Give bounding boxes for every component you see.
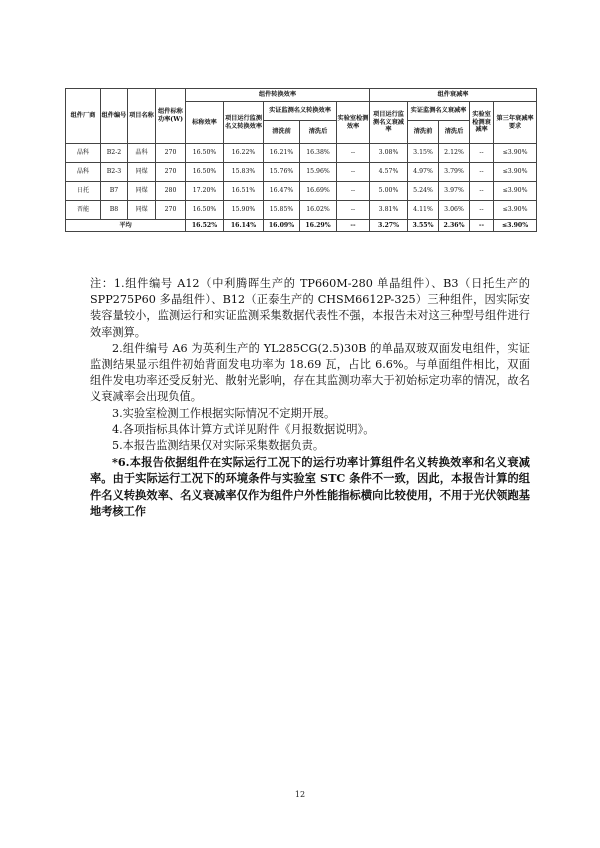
cell-lab-decay: -- <box>470 182 494 201</box>
header-field-eff: 实证监测名义转换效率 <box>264 102 337 121</box>
cell-decay-before: 4.97% <box>408 163 439 182</box>
cell-proj-decay: 3.08% <box>370 144 408 163</box>
cell-field-after: 15.96% <box>300 163 337 182</box>
header-lab-decay: 实验室检测衰减率 <box>470 102 494 144</box>
cell-proj-eff: 15.83% <box>224 163 264 182</box>
cell-proj-decay: 3.81% <box>370 201 408 220</box>
cell-project: 同煤 <box>128 163 156 182</box>
header-lab-eff: 实验室检测效率 <box>337 102 370 144</box>
module-efficiency-table <box>65 88 537 232</box>
cell-field-before: 16.21% <box>264 144 300 163</box>
cell-field-after: 16.38% <box>300 144 337 163</box>
header-project-decay: 项目运行监测名义衰减率 <box>370 102 408 144</box>
header-after-clean: 清洗后 <box>300 121 337 144</box>
cell-id: B2-3 <box>101 163 128 182</box>
cell-lab-decay: -- <box>470 144 494 163</box>
cell-rated: 270 <box>156 201 186 220</box>
cell-project: 同煤 <box>128 201 156 220</box>
note-1: 注：1.组件编号 A12（中利腾晖生产的 TP660M-280 单晶组件）、B3（日托生产的 SPP275P60 多晶组件）、B12（正泰生产的 CHSM6612P-325）三种组件，因实际安装容量较小，监测运行和实证监测采集数据代表性不强，本报告未对这三种型号组件进行效率测算。 <box>90 277 530 339</box>
header-before-clean: 清洗前 <box>408 121 439 144</box>
cell-id: B2-2 <box>101 144 128 163</box>
note-3: 3.实验室检测工作根据实际情况不定期开展。 <box>112 406 336 420</box>
cell-requirement: ≤3.90% <box>494 144 537 163</box>
cell-project: 同煤 <box>128 182 156 201</box>
cell-lab-decay: -- <box>470 201 494 220</box>
header-std-eff: 标称效率 <box>186 102 224 144</box>
cell-lab-eff: -- <box>337 144 370 163</box>
cell-avg-field-after: 16.29% <box>300 220 337 232</box>
cell-field-after: 16.02% <box>300 201 337 220</box>
page-number: 12 <box>294 790 306 799</box>
cell-decay-after: 3.79% <box>439 163 470 182</box>
table-average-row <box>66 220 537 232</box>
cell-std-eff: 16.50% <box>186 201 224 220</box>
header-id: 组件编号 <box>101 89 128 144</box>
cell-rated: 280 <box>156 182 186 201</box>
cell-avg-lab-decay: -- <box>470 220 494 232</box>
header-group-conversion: 组件转换效率 <box>186 89 370 102</box>
cell-avg-decay-after: 2.36% <box>439 220 470 232</box>
cell-avg-decay-before: 3.55% <box>408 220 439 232</box>
cell-field-before: 15.85% <box>264 201 300 220</box>
cell-id: B7 <box>101 182 128 201</box>
cell-avg-proj-decay: 3.27% <box>370 220 408 232</box>
cell-maker: 晋能 <box>66 201 101 220</box>
cell-lab-decay: -- <box>470 163 494 182</box>
cell-std-eff: 16.50% <box>186 163 224 182</box>
cell-proj-eff: 16.51% <box>224 182 264 201</box>
note-2: 2.组件编号 A6 为英利生产的 YL285CG(2.5)30B 的单晶双玻双面发电组件，实证监测结果显示组件初始背面发电功率为 18.69 瓦，占比 6.6%。与单面组件相比，双面组件发电功率还受反射光、散射光影响，存在其监测功率大于初始标定功率的情况，故名义衰减率会出现负值。 <box>90 341 530 404</box>
cell-lab-eff: -- <box>337 163 370 182</box>
table-row <box>66 163 537 182</box>
cell-avg-field-before: 16.09% <box>264 220 300 232</box>
note-5: 5.本报告监测结果仅对实际采集数据负责。 <box>112 439 325 453</box>
cell-field-before: 16.47% <box>264 182 300 201</box>
cell-lab-eff: -- <box>337 201 370 220</box>
cell-requirement: ≤3.90% <box>494 163 537 182</box>
cell-requirement: ≤3.90% <box>494 201 537 220</box>
header-project: 项目名称 <box>128 89 156 144</box>
cell-proj-decay: 4.57% <box>370 163 408 182</box>
header-before-clean: 清洗前 <box>264 121 300 144</box>
report-notes <box>90 276 530 519</box>
cell-rated: 270 <box>156 144 186 163</box>
cell-rated: 270 <box>156 163 186 182</box>
cell-maker: 晶科 <box>66 163 101 182</box>
cell-decay-before: 3.15% <box>408 144 439 163</box>
cell-decay-after: 3.97% <box>439 182 470 201</box>
header-field-decay: 实证监测名义衰减率 <box>408 102 470 121</box>
cell-decay-before: 4.11% <box>408 201 439 220</box>
table-row <box>66 201 537 220</box>
table-row <box>66 144 537 163</box>
cell-maker: 日托 <box>66 182 101 201</box>
cell-proj-eff: 16.22% <box>224 144 264 163</box>
cell-proj-eff: 15.90% <box>224 201 264 220</box>
header-rated-power: 组件标称功率(W) <box>156 89 186 144</box>
cell-project: 晶科 <box>128 144 156 163</box>
cell-proj-decay: 5.00% <box>370 182 408 201</box>
cell-id: B8 <box>101 201 128 220</box>
cell-std-eff: 16.50% <box>186 144 224 163</box>
header-project-eff: 项目运行监测名义转换效率 <box>224 102 264 144</box>
cell-avg-requirement: ≤3.90% <box>494 220 537 232</box>
cell-avg-proj-eff: 16.14% <box>224 220 264 232</box>
cell-std-eff: 17.20% <box>186 182 224 201</box>
cell-decay-before: 5.24% <box>408 182 439 201</box>
cell-lab-eff: -- <box>337 182 370 201</box>
cell-avg-std-eff: 16.52% <box>186 220 224 232</box>
cell-avg-lab-eff: -- <box>337 220 370 232</box>
note-6: *6.本报告依据组件在实际运行工况下的运行功率计算组件名义转换效率和名义衰减率。由于实际运行工况下的环境条件与实验室 STC 条件不一致，因此，本报告计算的组件名义转换效率、名义衰减率仅作为组件户外性能指标横向比较使用，不用于光伏领跑基地考核工作 <box>90 455 530 518</box>
table-row <box>66 182 537 201</box>
header-group-decay: 组件衰减率 <box>370 89 537 102</box>
cell-decay-after: 3.06% <box>439 201 470 220</box>
cell-avg-label: 平均 <box>66 220 186 232</box>
note-4: 4.各项指标具体计算方式详见附件《月报数据说明》。 <box>112 422 375 436</box>
header-maker: 组件厂商 <box>66 89 101 144</box>
cell-requirement: ≤3.90% <box>494 182 537 201</box>
table-header-row <box>66 89 537 102</box>
cell-decay-after: 2.12% <box>439 144 470 163</box>
header-requirement: 第三年衰减率要求 <box>494 102 537 144</box>
cell-field-after: 16.69% <box>300 182 337 201</box>
header-after-clean: 清洗后 <box>439 121 470 144</box>
cell-field-before: 15.76% <box>264 163 300 182</box>
cell-maker: 晶科 <box>66 144 101 163</box>
